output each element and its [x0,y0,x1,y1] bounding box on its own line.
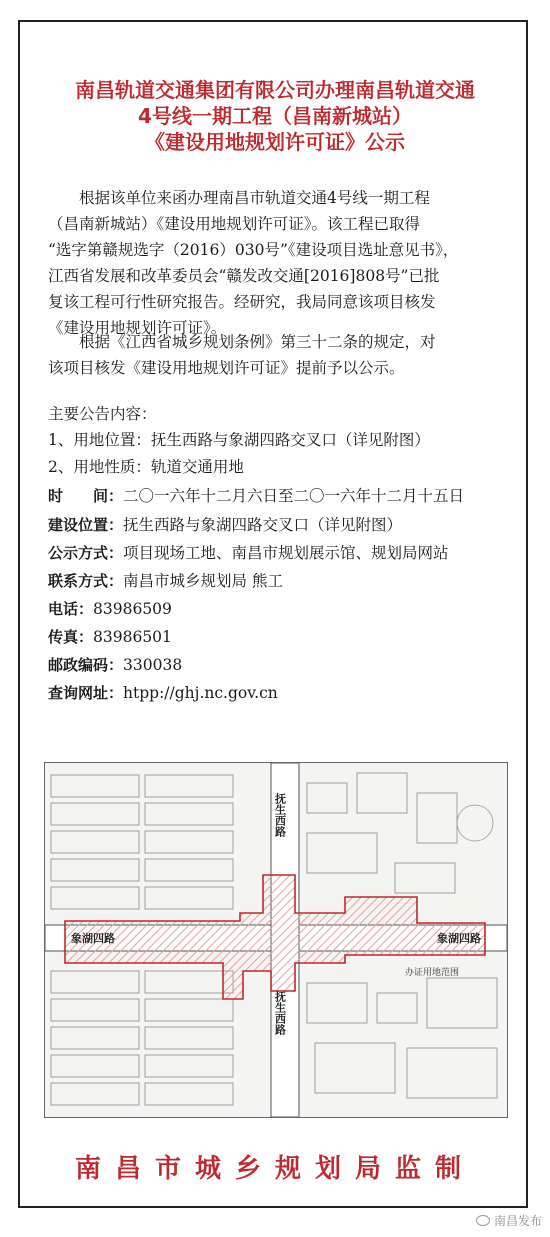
paragraph-2 [48,329,510,381]
fax-value: 83986501 [93,628,172,646]
paragraph-2-line: 根据《江西省城乡规划条例》第三十二条的规定，对 [79,333,436,351]
url-value[interactable]: htpp://ghj.nc.gov.cn [123,684,278,702]
road-ns-label-top: 抚生西路 [273,793,287,837]
phone-value: 83986509 [93,600,172,618]
location-value: 抚生西路与象湖四路交叉口（详见附图） [123,516,403,534]
wechat-icon [476,1215,490,1226]
announcement-item-1: 1、用地位置：抚生西路与象湖四路交叉口（详见附图） [48,431,430,449]
zip-row [48,653,518,677]
fax-row [48,625,518,649]
site-map [44,762,508,1118]
location-label: 建设位置： [48,516,124,534]
paragraph-2-line: 该项目核发《建设用地规划许可证》提前予以公示。 [48,359,405,377]
time-value: 二〇一六年十二月六日至二〇一六年十二月十五日 [123,487,465,505]
phone-label: 电话： [48,600,94,618]
url-row [48,681,518,705]
phone-row [48,597,518,621]
paragraph-1-line: 复该工程可行性研究报告。经研究，我局同意该项目核发 [48,293,436,311]
announcement-item-2: 2、用地性质：轨道交通用地 [48,458,244,476]
watermark-text: 南昌发布 [493,1214,542,1228]
method-value: 项目现场工地、南昌市规划展示馆、规划局网站 [123,544,449,562]
footer-issuer: 南昌市城乡规划局监制 [74,1154,475,1184]
paragraph-1 [48,185,510,341]
title-line-1: 南昌轨道交通集团有限公司办理南昌轨道交通 [75,78,475,102]
time-label: 时 间： [48,487,124,505]
paragraph-1-line: 江西省发展和改革委员会“赣发改交通[2016]808号”已批 [48,267,440,285]
method-row [48,541,518,565]
paragraph-1-line: （昌南新城站）《建设用地规划许可证》。该工程已取得 [48,215,421,233]
road-ns-label-bottom: 抚生西路 [273,991,287,1035]
location-row [48,513,518,537]
contact-value: 南昌市城乡规划局 熊工 [123,572,283,590]
url-label: 查询网址： [48,684,124,702]
contact-row [48,569,518,593]
fax-label: 传真： [48,628,94,646]
road-ew-label-right: 象湖四路 [437,932,481,945]
contact-label: 联系方式： [48,572,124,590]
time-row [48,484,518,508]
map-legend-label: 办证用地范围 [405,968,460,978]
title-line-3: 《建设用地规划许可证》公示 [145,130,405,154]
zip-label: 邮政编码： [48,656,124,674]
watermark [476,1212,542,1229]
announcement-heading: 主要公告内容： [48,405,157,423]
paragraph-1-line: 根据该单位来函办理南昌市轨道交通4号线一期工程 [79,189,430,207]
road-ew-label-left: 象湖四路 [71,932,115,945]
method-label: 公示方式： [48,544,124,562]
title-line-2: 4号线一期工程（昌南新城站） [138,104,412,128]
paragraph-1-line: 《建设用地规划许可证》。 [48,319,227,337]
zip-value: 330038 [123,656,183,674]
site-map-drawing [45,763,507,1117]
paragraph-1-line: “选字第赣规选字（2016）030号”《建设项目选址意见书》， [48,241,459,259]
